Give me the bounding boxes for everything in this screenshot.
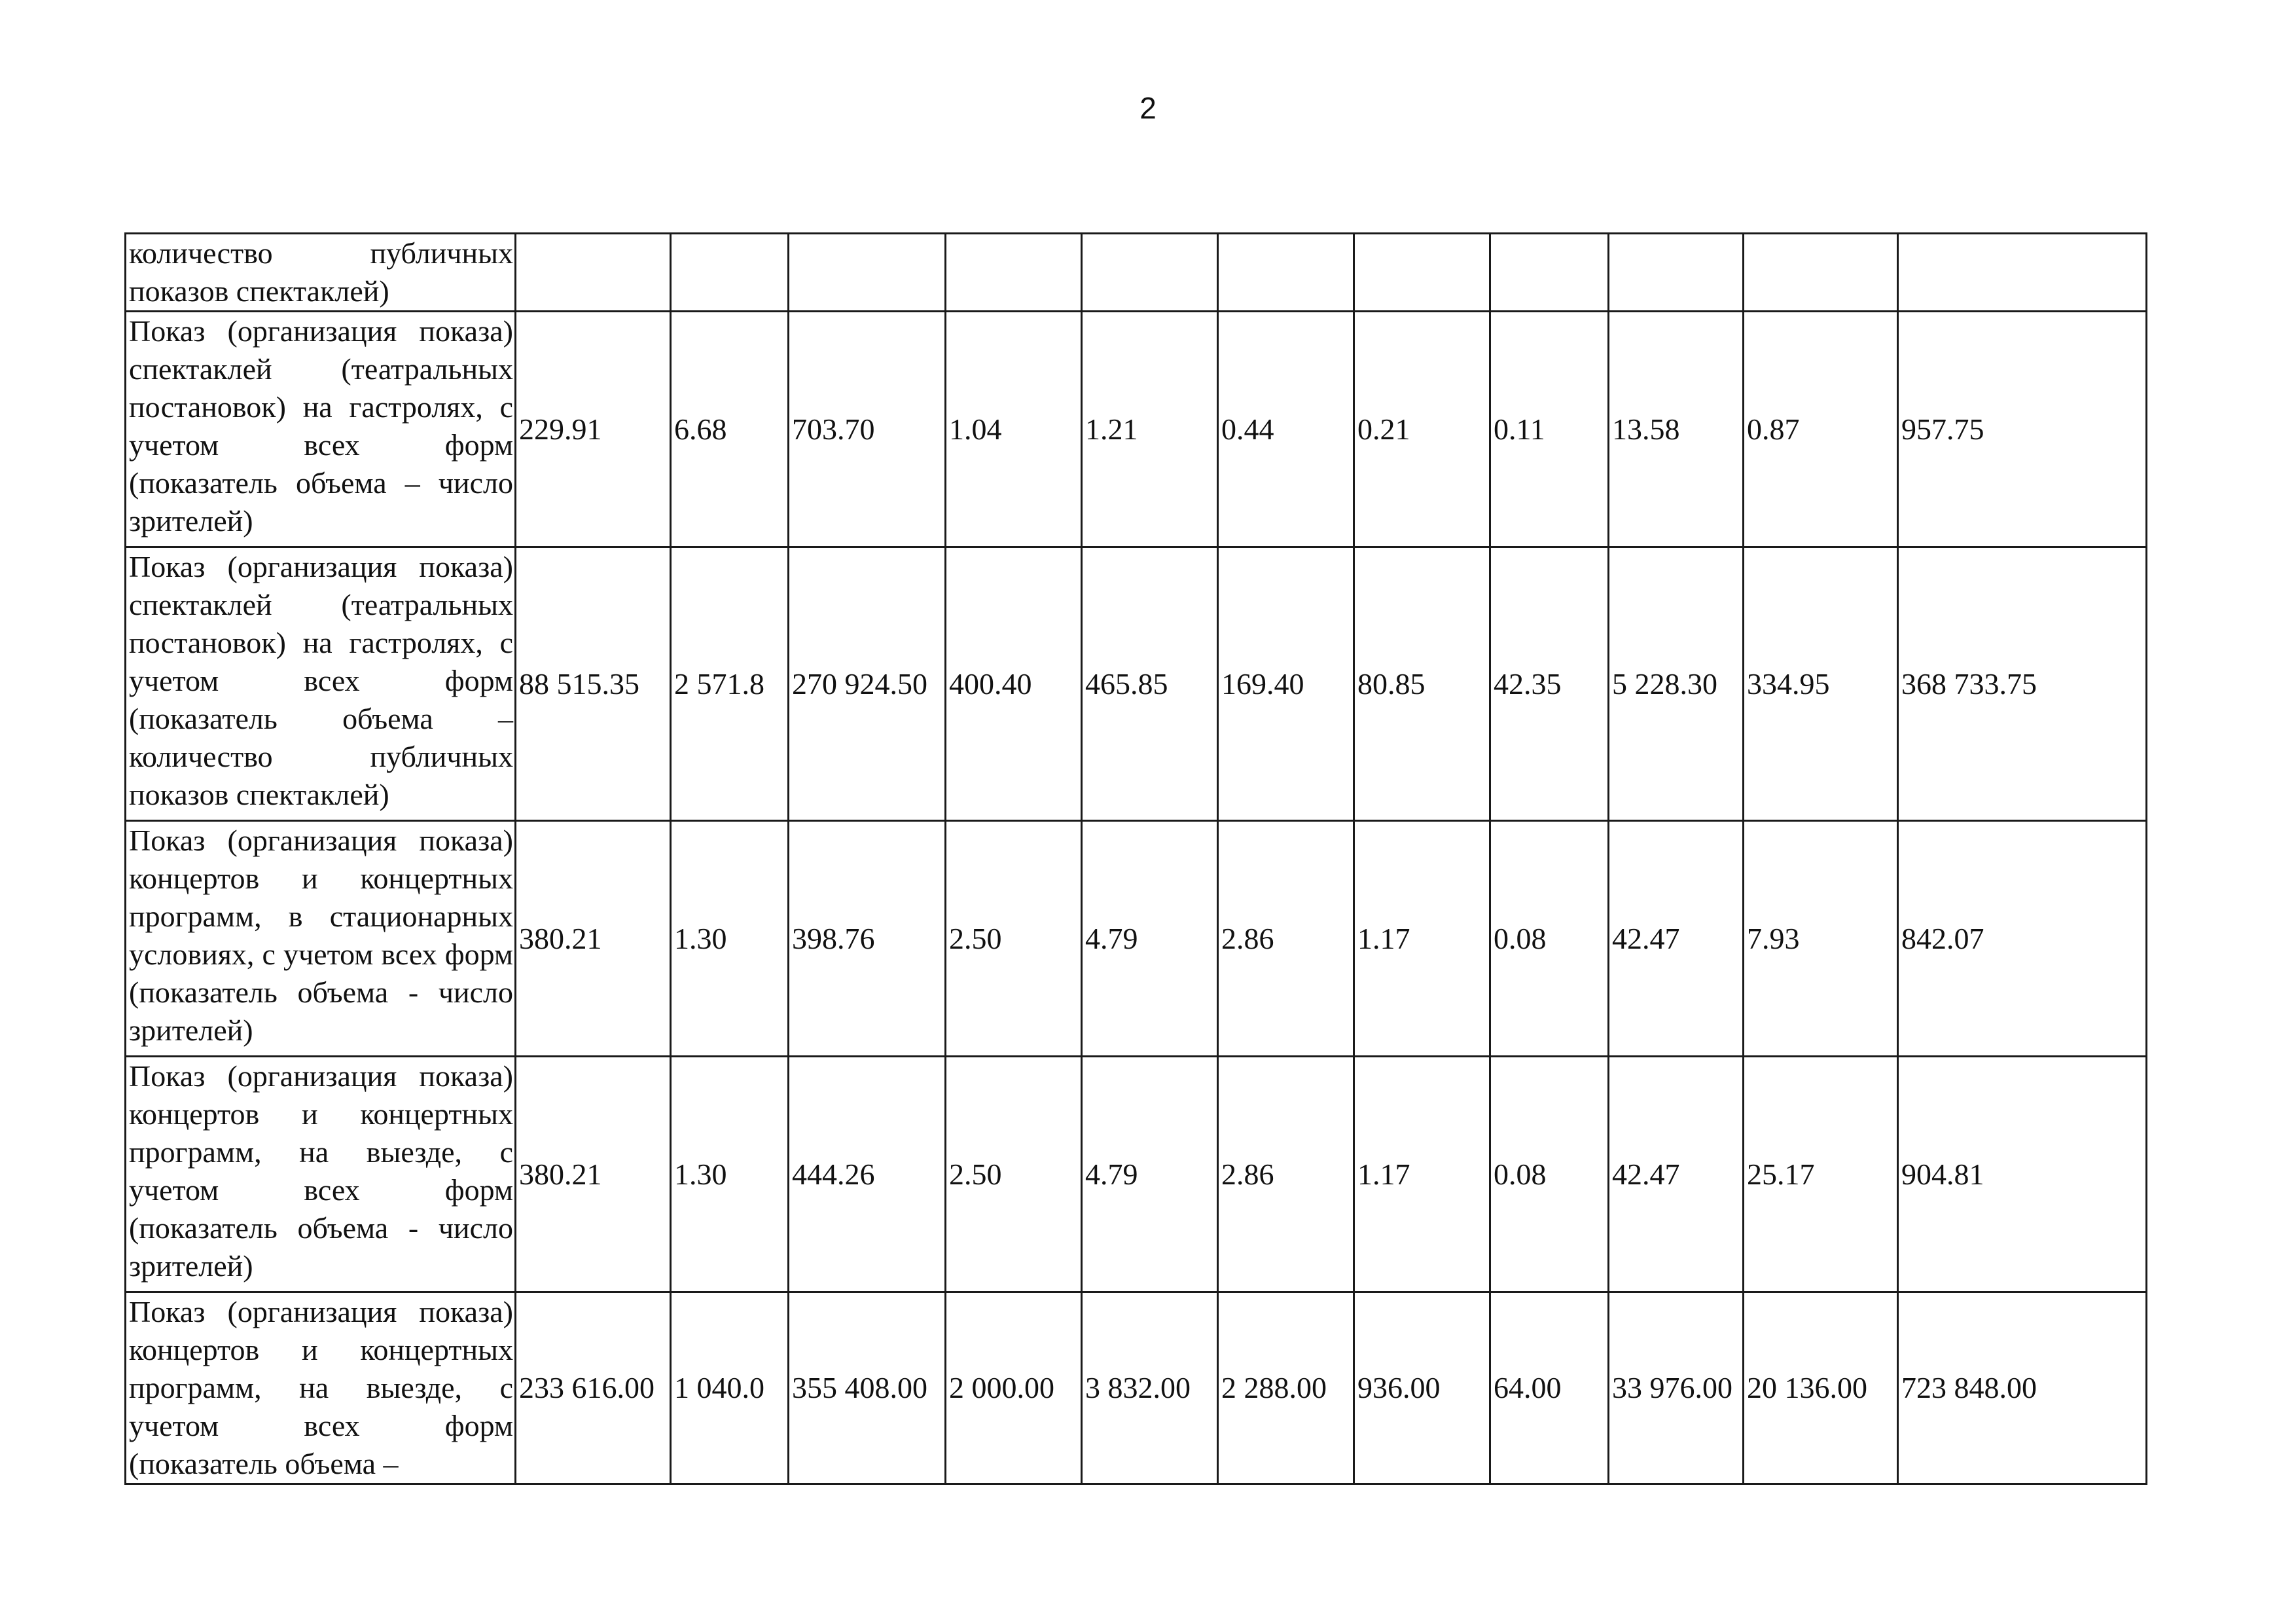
value-cell: 1.30: [671, 821, 789, 1057]
value-cell: 229.91: [516, 312, 671, 547]
table-row: [126, 821, 2147, 1057]
value-cell: 380.21: [516, 1057, 671, 1292]
value-cell: 355 408.00: [789, 1292, 946, 1484]
value-cell: 465.85: [1082, 547, 1218, 821]
value-cell: [789, 234, 946, 312]
value-cell: 1.17: [1354, 821, 1490, 1057]
value-cell: [1898, 234, 2147, 312]
value-cell: 0.08: [1490, 1057, 1609, 1292]
value-cell: 270 924.50: [789, 547, 946, 821]
value-cell: 703.70: [789, 312, 946, 547]
table-row: [126, 1057, 2147, 1292]
value-cell: 13.58: [1609, 312, 1744, 547]
row-label-cell: Показ (организация показа) спектаклей (театральных постановок) на гастролях, с учетом всех форм (показатель объема – число зрителей): [126, 312, 516, 547]
value-cell: 2 288.00: [1218, 1292, 1354, 1484]
value-cell: 3 832.00: [1082, 1292, 1218, 1484]
value-cell: 20 136.00: [1744, 1292, 1898, 1484]
value-cell: [1609, 234, 1744, 312]
value-cell: 398.76: [789, 821, 946, 1057]
value-cell: 169.40: [1218, 547, 1354, 821]
value-cell: 33 976.00: [1609, 1292, 1744, 1484]
value-cell: [1744, 234, 1898, 312]
value-cell: 957.75: [1898, 312, 2147, 547]
value-cell: 0.44: [1218, 312, 1354, 547]
value-cell: 4.79: [1082, 821, 1218, 1057]
row-label-cell: Показ (организация показа) концертов и концертных программ, в стационарных условиях, с учетом всех форм (показатель объема - число зрителей): [126, 821, 516, 1057]
value-cell: 1.17: [1354, 1057, 1490, 1292]
value-cell: 88 515.35: [516, 547, 671, 821]
value-cell: [1354, 234, 1490, 312]
row-label-cell: Показ (организация показа) концертов и концертных программ, на выезде, с учетом всех форм (показатель объема - число зрителей): [126, 1057, 516, 1292]
table-body: [126, 234, 2147, 1484]
row-label-cell: Показ (организация показа) спектаклей (театральных постановок) на гастролях, с учетом всех форм (показатель объема – количество публичных показов спектаклей): [126, 547, 516, 821]
value-cell: 0.08: [1490, 821, 1609, 1057]
value-cell: 400.40: [946, 547, 1082, 821]
value-cell: 723 848.00: [1898, 1292, 2147, 1484]
value-cell: 1.21: [1082, 312, 1218, 547]
row-label-cell: количество публичных показов спектаклей): [126, 234, 516, 312]
value-cell: 42.35: [1490, 547, 1609, 821]
value-cell: 80.85: [1354, 547, 1490, 821]
value-cell: 6.68: [671, 312, 789, 547]
data-table: [124, 232, 2147, 1485]
value-cell: 444.26: [789, 1057, 946, 1292]
value-cell: [946, 234, 1082, 312]
value-cell: 2 000.00: [946, 1292, 1082, 1484]
value-cell: 842.07: [1898, 821, 2147, 1057]
value-cell: 1.30: [671, 1057, 789, 1292]
value-cell: 2.86: [1218, 821, 1354, 1057]
value-cell: 1 040.0: [671, 1292, 789, 1484]
value-cell: 2.86: [1218, 1057, 1354, 1292]
row-label-cell: Показ (организация показа) концертов и концертных программ, на выезде, с учетом всех форм (показатель объема –: [126, 1292, 516, 1484]
value-cell: [1490, 234, 1609, 312]
value-cell: 7.93: [1744, 821, 1898, 1057]
value-cell: [671, 234, 789, 312]
table-row: [126, 234, 2147, 312]
table-row: [126, 312, 2147, 547]
value-cell: 0.11: [1490, 312, 1609, 547]
value-cell: [516, 234, 671, 312]
value-cell: [1218, 234, 1354, 312]
value-cell: 64.00: [1490, 1292, 1609, 1484]
value-cell: 25.17: [1744, 1057, 1898, 1292]
value-cell: 0.87: [1744, 312, 1898, 547]
value-cell: 42.47: [1609, 821, 1744, 1057]
table-row: [126, 547, 2147, 821]
value-cell: 42.47: [1609, 1057, 1744, 1292]
value-cell: 2 571.8: [671, 547, 789, 821]
value-cell: 0.21: [1354, 312, 1490, 547]
table-row: [126, 1292, 2147, 1484]
value-cell: 1.04: [946, 312, 1082, 547]
value-cell: 4.79: [1082, 1057, 1218, 1292]
value-cell: 904.81: [1898, 1057, 2147, 1292]
value-cell: 380.21: [516, 821, 671, 1057]
value-cell: 233 616.00: [516, 1292, 671, 1484]
page-number: 2: [1139, 91, 1157, 125]
value-cell: 5 228.30: [1609, 547, 1744, 821]
value-cell: 936.00: [1354, 1292, 1490, 1484]
value-cell: 368 733.75: [1898, 547, 2147, 821]
value-cell: 334.95: [1744, 547, 1898, 821]
value-cell: 2.50: [946, 821, 1082, 1057]
value-cell: [1082, 234, 1218, 312]
value-cell: 2.50: [946, 1057, 1082, 1292]
